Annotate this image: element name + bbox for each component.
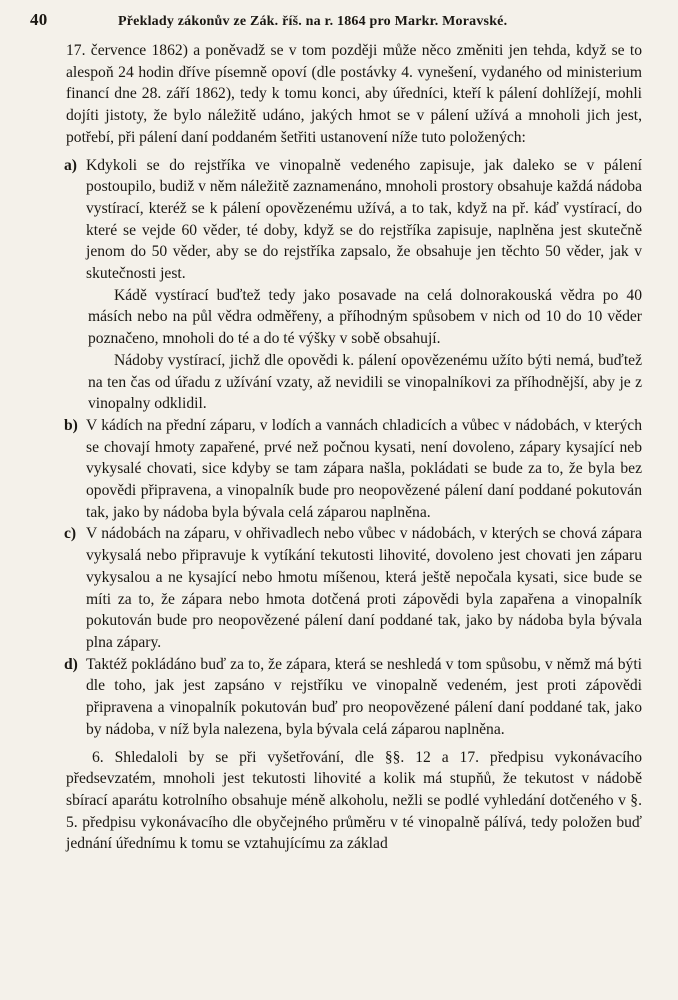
item-text: V nádobách na záparu, v ohřivadlech nebo vůbec v nádobách, v kterých se chová zápara vykysalá nebo připravuje k vytíkání tekutosti lihovité, dovoleno jest chovati jen záparu vykysalou a ne kysající nebo hmotu míšenou, která ještě nepočala kysati, sice bude se míti za to, že zápara nebo hmota dotčená proti zápovědi byla zapařena a vinopalník pokutován bude pro neopovězené pálení daní poddané tak, jako by nádoba byla bývala plna zápary. (86, 525, 642, 651)
running-title: Překlady zákonův ze Zák. říš. na r. 1864 pro Markr. Moravské. (118, 14, 508, 29)
item-a-subparagraph-2: Nádoby vystírací, jichž dle opovědi k. pálení opovězenému užíto býti nemá, buďtež na ten čas od úřadu z užívání vzaty, až nevidili se vinopalníkovi za příhodnější, aby je z vinopalny odklidil. (88, 351, 642, 413)
item-text: Taktéž pokládáno buď za to, že zápara, která se neshledá v tom spůsobu, v němž má býti dle toho, jak jest zapsáno v rejstříku ve vinopalně vedeném, jest proti zápovědi připravena a vinopalník pokutován buď pro neopovězené pálení daní poddané tak, jako by nádoba, v níž byla nalezena, byla bývala celá záparou naplněna. (86, 655, 642, 738)
list-item-d (56, 654, 642, 741)
intro-paragraph: 17. července 1862) a poněvadž se v tom později může něco změniti jen tehda, když se to alespoň 24 hodin dříve písemně opoví (dle postávky 4. vynešení, vydaného od ministerium financí dne 28. září 1862), tedy k tomu konci, aby úředníci, kteří k pálení dohlížejí, mohli dojíti jistoty, že bylo náležitě udáno, jakých hmot se v pálení užívá a mnoholi jich jest, potřebí, při pálení daní poddaném šetřiti ustanovení níže tuto položených: (66, 42, 642, 146)
page-number: 40 (30, 10, 48, 29)
item-marker: b) (64, 416, 78, 434)
list-item-c (56, 523, 642, 653)
item-a-subparagraph-1: Kádě vystírací buďtež tedy jako posavade na celá dolnorakouská vědra po 40 másích nebo na půl vědra odměřeny, a příhodným spůsobem v nich od 10 do 10 věder poznačeno, mnoholi do té a do té výšky v sobě obsahují. (88, 286, 642, 348)
item-text: Kdykoli se do rejstříka ve vinopalně vedeného zapisuje, jak daleko se v pálení postoupilo, budiž v něm náležitě zaznamenáno, mnoholi prostory obsahuje každá nádoba vystírací, kteréž se k pálení opovězenému užívá, a to tak, když na př. káď vystírací, do které se vejde 60 věder, té doby, když se do rejstříka zapisuje, naplněna jest skutečně jenom do 50 věder, aby se do rejstříka zapsalo, že obsahuje jen těchto 50 věder, jak v skutečnosti jest. (86, 156, 643, 283)
item-text: V kádích na přední záparu, v lodích a vannách chladicích a vůbec v nádobách, v kterých se chovají hmoty zapařené, prvé než počnou kysati, není dovoleno, zápary kysající neb vykysalé chovati, sice kdyby se tam zápara našla, pokládati se bude za to, že byla bez opovědi připravena, a vinopalník bude pro neopovězené pálení daní poddané pokutován tak, jako by nádoba byla bývala celá záparou naplněna. (86, 416, 642, 521)
page-body (66, 40, 642, 855)
list-item-b (56, 415, 642, 524)
page-header (30, 10, 648, 30)
list-item-a (56, 155, 642, 285)
item-marker: a) (64, 156, 77, 174)
closing-paragraph: 6. Shledaloli by se při vyšetřování, dle §§. 12 a 17. předpisu vykonávacího předsevzatém, mnoholi jest tekutosti lihovité a kolik má stupňů, že tekutost v nádobě sbírací aparátu kotrolního obsahuje méně alkoholu, nežli se podlé vyhledání dotčeného v §. 5. předpisu vykonávacího dle obyčejného průměru v té vinopalně pálívá, tedy položen buď jednání úřednímu k tomu se vztahujícímu za základ (66, 748, 642, 853)
item-marker: c) (64, 525, 77, 543)
item-marker: d) (64, 655, 78, 673)
